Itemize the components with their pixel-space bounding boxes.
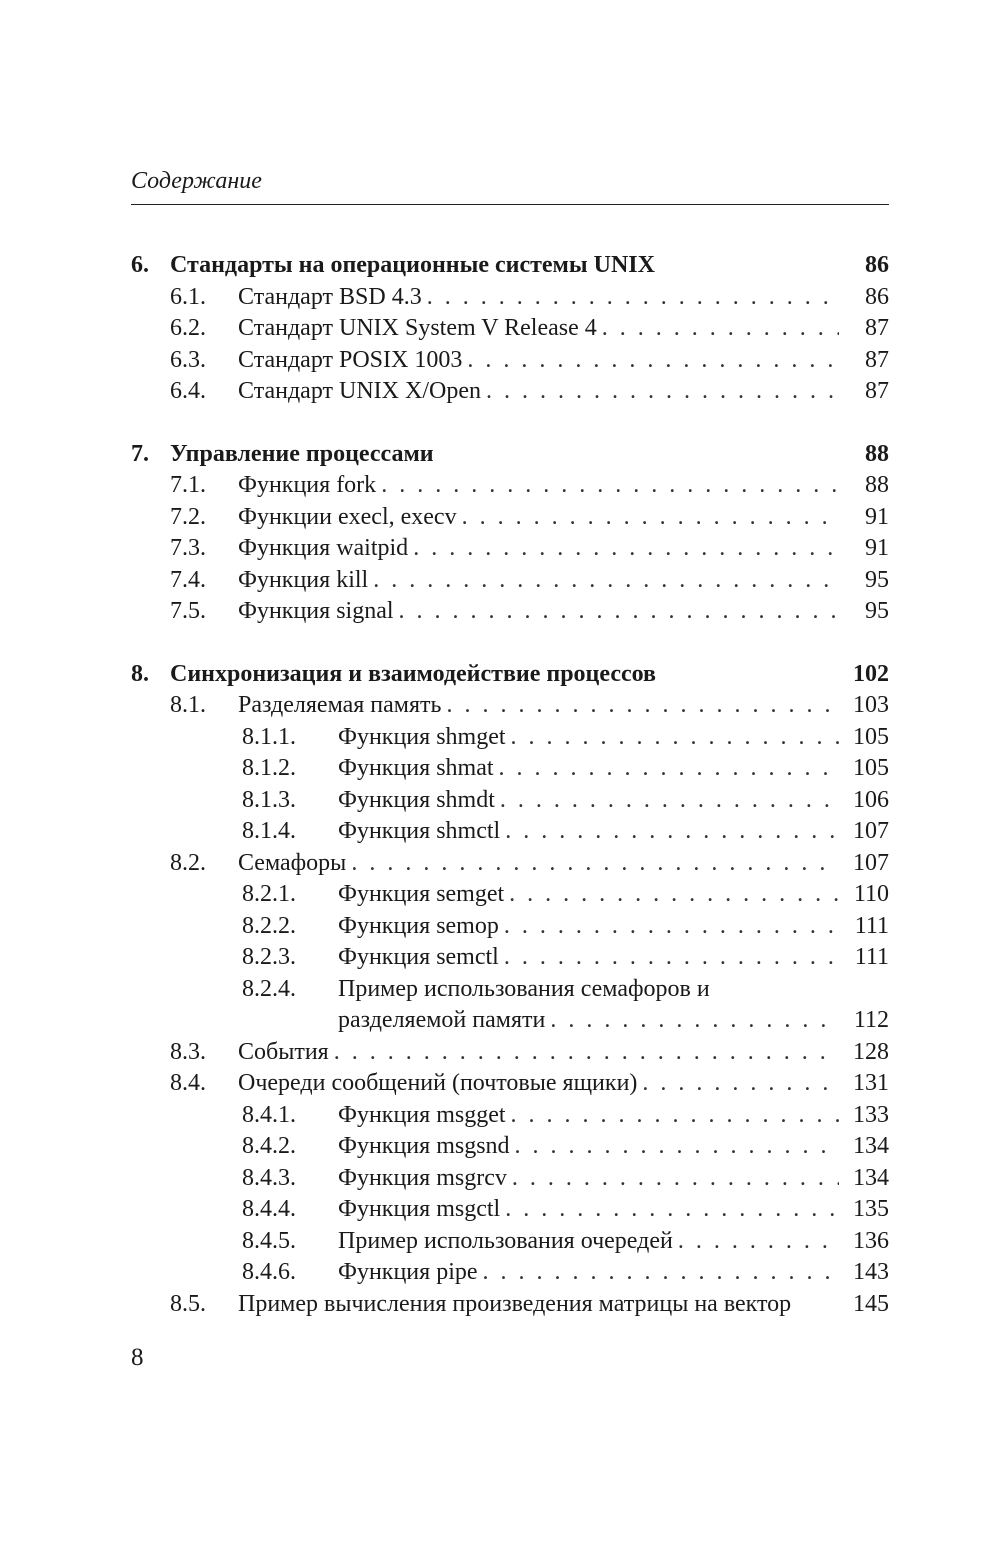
entry-number: 6.4. (170, 378, 206, 404)
entry-title: Стандарт UNIX System V Release 4 (238, 315, 597, 341)
toc-subentry[interactable] (131, 879, 889, 911)
entry-page: 143 (853, 1259, 889, 1285)
toc-subentry[interactable] (131, 911, 889, 943)
entry-page: 112 (853, 1007, 889, 1033)
toc-entry[interactable] (131, 313, 889, 345)
entry-title: Функция semctl (338, 944, 499, 970)
entry-page: 111 (854, 944, 889, 970)
chapter-page: 86 (865, 252, 889, 278)
page-number: 8 (131, 1344, 144, 1371)
entry-title: Пример вычисления произведения матрицы на вектор (238, 1290, 792, 1317)
entry-number: 7.2. (170, 503, 206, 530)
entry-number: 8.2.4. (242, 975, 296, 1002)
entry-title: Функция msgget (338, 1101, 506, 1128)
entry-number: 8.4.4. (242, 1196, 296, 1222)
entry-title: Семафоры (238, 849, 347, 876)
entry-title: Разделяемая память (238, 692, 442, 718)
toc-subentry[interactable] (131, 1131, 889, 1163)
entry-title: Пример использования очередей (338, 1227, 673, 1254)
dot-leader (422, 282, 839, 314)
entry-number: 8.4.5. (242, 1227, 296, 1254)
toc-entry[interactable] (131, 376, 889, 408)
entry-title: Функция pipe (338, 1259, 478, 1285)
entry-title: Стандарт BSD 4.3 (238, 283, 422, 310)
entry-page: 95 (865, 598, 889, 624)
entry-page: 145 (853, 1290, 889, 1317)
entry-number: 8.4.6. (242, 1259, 296, 1285)
entry-title-line1: Пример использования семафоров и (338, 975, 710, 1002)
toc-entry[interactable] (131, 345, 889, 377)
entry-title-line2: разделяемой памяти (338, 1007, 546, 1033)
entry-page: 134 (853, 1164, 889, 1191)
toc-chapter-heading[interactable] (131, 659, 889, 691)
entry-page: 131 (853, 1070, 889, 1096)
entry-title: Очереди сообщений (почтовые ящики) (238, 1070, 638, 1096)
toc-entry[interactable] (131, 596, 889, 628)
dot-leader (507, 1163, 839, 1195)
entry-title: Функция signal (238, 598, 394, 624)
entry-title: Функция semget (338, 881, 505, 907)
toc-subentry[interactable] (131, 722, 889, 754)
entry-title: Функция msgsnd (338, 1133, 510, 1159)
toc-entry[interactable] (131, 848, 889, 880)
toc-subentry[interactable] (131, 1163, 889, 1195)
toc-subentry-multiline[interactable] (131, 974, 889, 1006)
dot-leader (506, 722, 839, 754)
chapter-page: 102 (853, 660, 889, 687)
entry-page: 87 (865, 315, 889, 341)
entry-number: 8.1.1. (242, 723, 296, 750)
dot-leader (637, 1068, 839, 1100)
toc-subentry[interactable] (131, 1226, 889, 1258)
chapter-title: Управление процессами (170, 440, 434, 467)
entry-title: Функция shmdt (338, 786, 495, 813)
dot-leader (481, 376, 839, 408)
entry-title: Функция shmctl (338, 818, 501, 844)
entry-number: 6.2. (170, 315, 206, 341)
toc-entry[interactable] (131, 470, 889, 502)
entry-page: 107 (853, 818, 889, 844)
dot-leader (441, 690, 839, 722)
entry-number: 8.2.2. (242, 912, 296, 939)
toc-chapter-heading[interactable] (131, 250, 889, 282)
entry-page: 91 (865, 535, 889, 561)
entry-page: 88 (865, 472, 889, 498)
toc-entry[interactable] (131, 502, 889, 534)
dot-leader (394, 596, 839, 628)
dot-leader (478, 1257, 839, 1289)
toc-subentry[interactable] (131, 942, 889, 974)
entry-number: 8.2. (170, 849, 206, 876)
entry-title: Функция kill (238, 566, 369, 593)
dot-leader (329, 1037, 839, 1069)
toc-entry[interactable] (131, 1289, 889, 1321)
header-rule (131, 204, 889, 205)
chapter-title: Стандарты на операционные системы UNIX (170, 252, 655, 278)
toc-entry[interactable] (131, 565, 889, 597)
toc-entry[interactable] (131, 1068, 889, 1100)
entry-number: 8.4. (170, 1070, 206, 1096)
entry-page: 128 (853, 1038, 889, 1065)
toc-subentry[interactable] (131, 1194, 889, 1226)
entry-number: 8.2.1. (242, 881, 296, 907)
toc-entry[interactable] (131, 1037, 889, 1069)
chapter-number: 6. (131, 252, 149, 278)
table-of-contents (131, 250, 889, 1320)
entry-number: 7.4. (170, 566, 206, 593)
dot-leader (494, 753, 839, 785)
toc-entry[interactable] (131, 690, 889, 722)
entry-title: Функция fork (238, 472, 377, 498)
entry-number: 8.4.3. (242, 1164, 296, 1191)
dot-leader (408, 533, 839, 565)
toc-entry[interactable] (131, 533, 889, 565)
dot-leader (500, 1194, 839, 1226)
entry-number: 8.1.2. (242, 755, 296, 781)
entry-page: 136 (853, 1227, 889, 1254)
dot-leader (506, 1100, 839, 1132)
dot-leader (346, 848, 839, 880)
entry-page: 135 (853, 1196, 889, 1222)
entry-page: 134 (853, 1133, 889, 1159)
entry-page: 95 (865, 566, 889, 593)
toc-subentry-continuation[interactable] (131, 1005, 889, 1037)
entry-title: Функции execl, execv (238, 503, 457, 530)
entry-number: 6.1. (170, 283, 206, 310)
entry-number: 8.3. (170, 1038, 206, 1065)
dot-leader (504, 879, 839, 911)
entry-page: 87 (865, 346, 889, 373)
toc-entry[interactable] (131, 282, 889, 314)
entry-number: 8.1.3. (242, 786, 296, 813)
dot-leader (545, 1005, 839, 1037)
toc-chapter-heading[interactable] (131, 439, 889, 471)
entry-number: 8.2.3. (242, 944, 296, 970)
entry-title: Функция msgrcv (338, 1164, 507, 1191)
toc-subentry[interactable] (131, 1100, 889, 1132)
dot-leader (499, 911, 839, 943)
entry-number: 8.4.2. (242, 1133, 296, 1159)
toc-chapter-6 (131, 250, 889, 408)
entry-title: Стандарт UNIX X/Open (238, 378, 481, 404)
entry-number: 8.1.4. (242, 818, 296, 844)
toc-subentry[interactable] (131, 753, 889, 785)
entry-page: 110 (853, 881, 889, 907)
dot-leader (500, 816, 839, 848)
entry-number: 6.3. (170, 346, 206, 373)
entry-page: 103 (853, 692, 889, 718)
entry-number: 8.5. (170, 1290, 206, 1317)
dot-leader (499, 942, 839, 974)
toc-chapter-7 (131, 439, 889, 628)
entry-title: Стандарт POSIX 1003 (238, 346, 463, 373)
chapter-title: Синхронизация и взаимодействие процессов (170, 660, 656, 687)
entry-page: 86 (865, 283, 889, 310)
dot-leader (376, 470, 839, 502)
entry-page: 106 (853, 786, 889, 813)
entry-number: 7.3. (170, 535, 206, 561)
entry-page: 105 (853, 755, 889, 781)
entry-title: Функция waitpid (238, 535, 409, 561)
entry-title: События (238, 1038, 329, 1065)
entry-page: 91 (865, 503, 889, 530)
toc-subentry[interactable] (131, 785, 889, 817)
chapter-number: 7. (131, 440, 149, 467)
entry-number: 8.4.1. (242, 1101, 296, 1128)
toc-chapter-8 (131, 659, 889, 1321)
dot-leader (462, 345, 839, 377)
entry-title: Функция shmat (338, 755, 494, 781)
entry-page: 105 (853, 723, 889, 750)
dot-leader (673, 1226, 839, 1258)
chapter-number: 8. (131, 660, 149, 687)
entry-number: 8.1. (170, 692, 206, 718)
toc-subentry[interactable] (131, 816, 889, 848)
entry-title: Функция msgctl (338, 1196, 501, 1222)
dot-leader (597, 313, 839, 345)
entry-page: 107 (853, 849, 889, 876)
entry-number: 7.5. (170, 598, 206, 624)
entry-title: Функция shmget (338, 723, 506, 750)
entry-page: 87 (865, 378, 889, 404)
dot-leader (368, 565, 839, 597)
dot-leader (495, 785, 839, 817)
running-title: Содержание (131, 168, 262, 194)
entry-page: 111 (854, 912, 889, 939)
entry-title: Функция semop (338, 912, 499, 939)
dot-leader (457, 502, 839, 534)
toc-subentry[interactable] (131, 1257, 889, 1289)
entry-page: 133 (853, 1101, 889, 1128)
entry-number: 7.1. (170, 472, 206, 498)
dot-leader (510, 1131, 839, 1163)
chapter-page: 88 (865, 440, 889, 467)
